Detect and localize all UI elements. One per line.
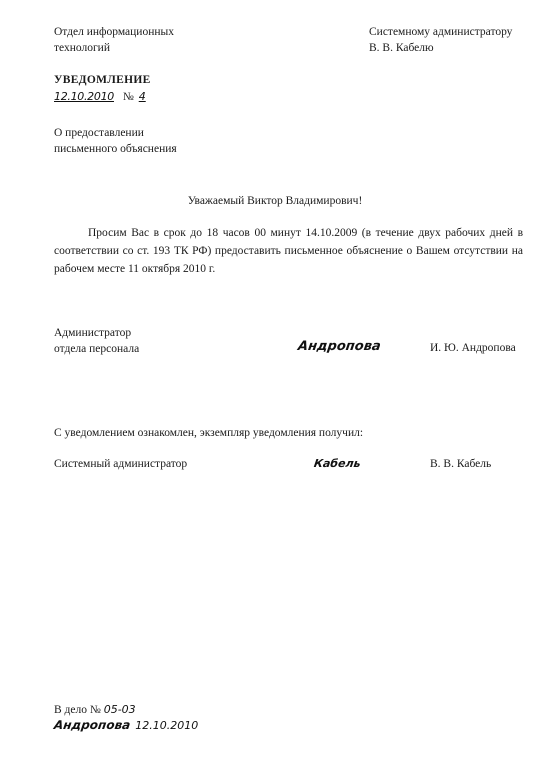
sender-block (54, 24, 174, 56)
sender-line-1: Отдел информационных (54, 26, 174, 38)
acknowledgment-text: С уведомлением ознакомлен, экземпляр уведомления получил: (54, 427, 364, 439)
filing-date: 12.10.2010 (135, 719, 199, 732)
signatory-position-line-1: Администратор (54, 327, 132, 339)
addressee-line-2: В. В. Кабелю (369, 42, 434, 54)
signatory-name: И. Ю. Андропова (430, 342, 516, 354)
filing-signature-line (54, 718, 198, 732)
notice-date-number (54, 90, 146, 103)
addressee-block (369, 24, 512, 56)
notice-date: 12.10.2010 (54, 90, 114, 103)
acknowledgment-position: Системный администратор (54, 458, 188, 470)
subject-line-1: О предоставлении (54, 127, 144, 139)
subject-block (54, 125, 177, 157)
acknowledgment-signature: Кабель (313, 457, 362, 470)
signatory-position (54, 325, 139, 357)
filing-signature: Андропова (53, 718, 132, 732)
signatory-signature: Андропова (296, 339, 382, 354)
signatory-position-line-2: отдела персонала (54, 343, 140, 355)
body-paragraph: Просим Вас в срок до 18 часов 00 минут 14.10.2009 (в течение двух рабочих дней в соответствии со ст. 193 ТК РФ) предоставить письменное объяснение о Вашем отсутствии на рабочем месте 11 октября 2010 г. (54, 227, 523, 275)
filing-case-number: 05-03 (103, 703, 136, 716)
acknowledgment-name: В. В. Кабель (430, 458, 492, 470)
subject-line-2: письменного объяснения (54, 143, 177, 155)
notice-title: УВЕДОМЛЕНИЕ (54, 74, 151, 86)
filing-label: В дело № (54, 704, 104, 716)
notice-number: 4 (138, 90, 146, 103)
filing-line (54, 703, 136, 716)
notice-number-label: № (122, 91, 134, 103)
greeting: Уважаемый Виктор Владимирович! (187, 195, 363, 207)
addressee-line-1: Системному администратору (369, 26, 513, 38)
sender-line-2: технологий (54, 42, 110, 54)
